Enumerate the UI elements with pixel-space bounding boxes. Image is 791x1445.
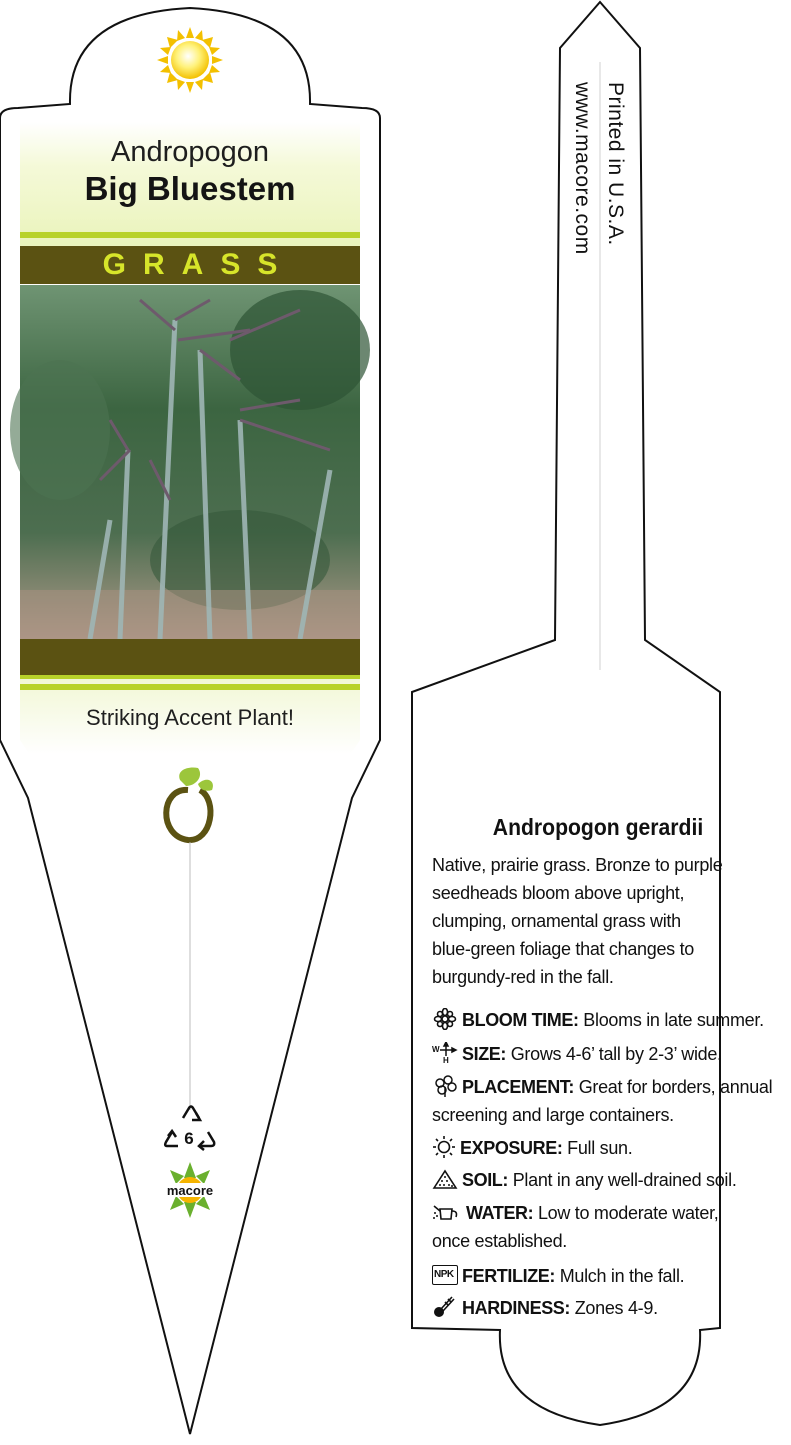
attribute-value: Plant in any well-drained soil. [512, 1170, 737, 1190]
plant-genus: Andropogon [110, 136, 270, 168]
placement-icon [432, 1075, 458, 1097]
website-text: www.macore.com [571, 82, 594, 255]
sun-outline-icon [432, 1136, 456, 1158]
attribute-label: EXPOSURE: [460, 1138, 563, 1158]
attribute-value: Low to moderate water, [537, 1203, 719, 1223]
attribute-label: SOIL: [462, 1170, 508, 1190]
attribute-label: SIZE: [462, 1044, 507, 1064]
plant-slogan: Striking Accent Plant! [86, 705, 294, 730]
attribute-value: Zones 4-9. [574, 1298, 658, 1318]
size-icon [432, 1042, 458, 1064]
watering-can-icon [432, 1201, 462, 1223]
attribute-value: Mulch in the fall. [559, 1266, 685, 1286]
printed-in-text: Printed in U.S.A. [604, 82, 627, 246]
attribute-soil [432, 1166, 782, 1194]
species-name: Andropogon gerardii [492, 814, 704, 840]
plant-category: GRASS [102, 248, 295, 281]
npk-icon-text: NPK [434, 1269, 454, 1280]
description-line: Native, prairie grass. Bronze to purple [432, 855, 723, 875]
attribute-label: HARDINESS: [462, 1298, 571, 1318]
attribute-value: Great for borders, annual [578, 1077, 773, 1097]
attribute-fertilize [432, 1262, 782, 1290]
attribute-bloom-time [432, 1006, 782, 1034]
attribute-exposure [432, 1134, 782, 1162]
attribute-label: PLACEMENT: [462, 1077, 574, 1097]
size-icon-w: W [432, 1045, 440, 1054]
attribute-label: FERTILIZE: [462, 1266, 555, 1286]
attribute-value-cont: screening and large containers. [432, 1105, 674, 1125]
soil-icon [432, 1168, 458, 1190]
description-line: burgundy-red in the fall. [432, 967, 614, 987]
description-line: seedheads bloom above upright, [432, 883, 685, 903]
description-line: clumping, ornamental grass with [432, 911, 681, 931]
attribute-value: Blooms in late summer. [583, 1010, 764, 1030]
attribute-label: WATER: [466, 1203, 534, 1223]
attribute-hardiness [432, 1294, 782, 1322]
attribute-placement [432, 1073, 782, 1129]
attribute-size [432, 1040, 782, 1068]
attribute-water [432, 1199, 782, 1255]
plant-description [432, 851, 777, 991]
attribute-value-cont: once established. [432, 1231, 567, 1251]
attribute-value: Full sun. [567, 1138, 633, 1158]
recycle-number: 6 [184, 1129, 194, 1148]
attribute-value: Grows 4-6’ tall by 2-3’ wide. [510, 1044, 722, 1064]
description-line: blue-green foliage that changes to [432, 939, 694, 959]
thermometer-icon [432, 1294, 458, 1318]
flower-icon [432, 1008, 458, 1030]
plant-common-name: Big Bluestem [84, 170, 296, 207]
brand-name: macore [166, 1183, 214, 1198]
size-icon-h: H [443, 1056, 449, 1065]
npk-icon [432, 1265, 458, 1285]
attribute-label: BLOOM TIME: [462, 1010, 579, 1030]
